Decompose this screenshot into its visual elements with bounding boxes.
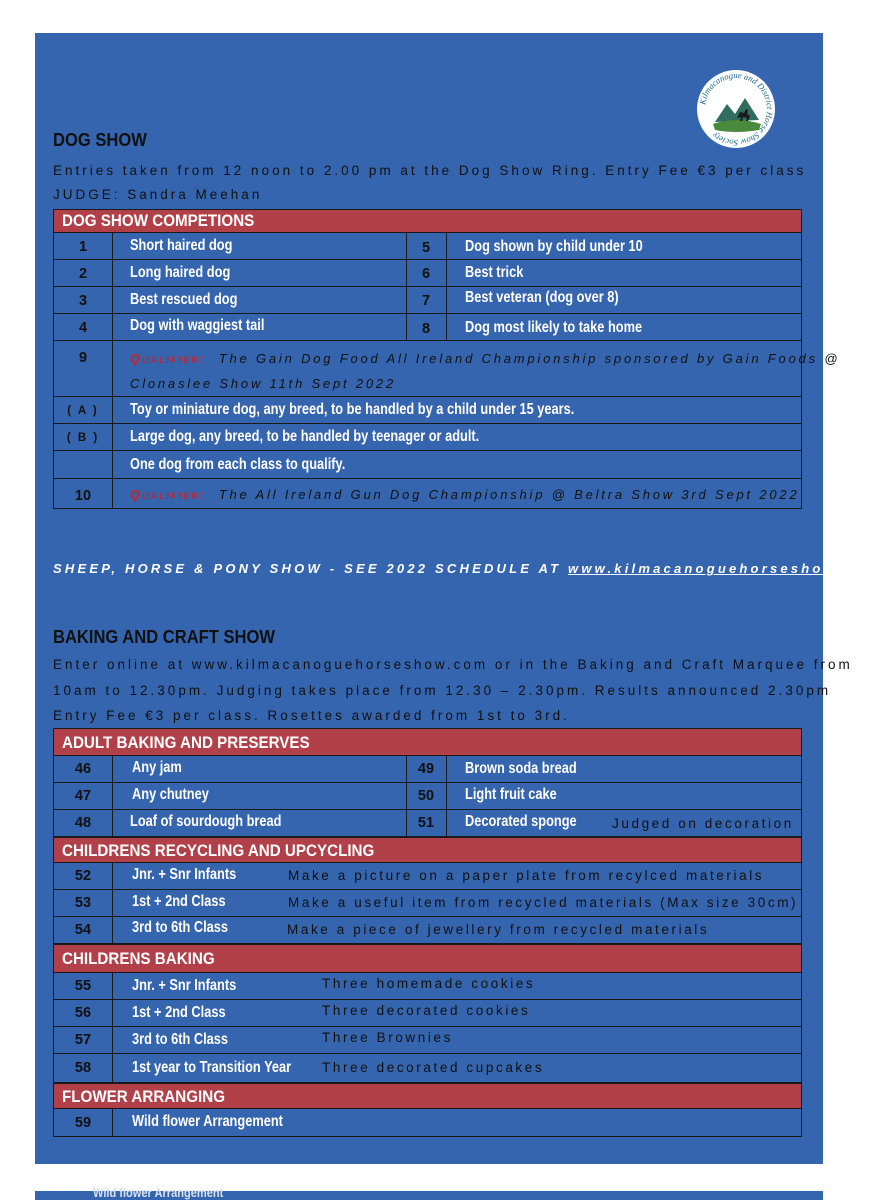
table-row [53, 810, 802, 837]
baking-show-line2: 10am to 12.30pm. Judging takes place from 12.30 – 2.30pm. Results announced 2.30pm [53, 683, 832, 698]
class-description: Make a piece of jewellery from recycled materials [287, 922, 710, 937]
table-row [53, 287, 802, 314]
sheep-horse-pony-line [53, 561, 880, 576]
class-label: Dog with waggiest tail [130, 317, 265, 334]
qualifier-row [53, 479, 802, 509]
dog-show-entries-line: Entries taken from 12 noon to 2.00 pm at the Dog Show Ring. Entry Fee €3 per class [53, 163, 807, 178]
dog-show-table-header-text: DOG SHOW COMPETIONS [62, 212, 255, 230]
table-row [53, 1109, 802, 1137]
class-number: 49 [417, 761, 435, 777]
class-description: Make a useful item from recycled materials (Max size 30cm) [288, 895, 799, 910]
class-number: 46 [74, 761, 92, 777]
class-label: Any chutney [132, 786, 209, 803]
qualifier-tag: Qualifier: [130, 487, 206, 502]
sub-class-label: ( A ) [67, 405, 99, 417]
childrens-baking-header-text: CHILDRENS BAKING [62, 950, 215, 968]
class-description: Make a picture on a paper plate from recylced materials [288, 868, 765, 883]
qualifier-tag: Qualifier: [130, 351, 206, 366]
sheep-line-text: SHEEP, HORSE & PONY SHOW - SEE 2022 SCHEDULE AT [53, 561, 562, 576]
qualifier-description: The All Ireland Gun Dog Championship @ Beltra Show 3rd Sept 2022 [218, 487, 800, 502]
class-number: 4 [78, 320, 88, 336]
class-description: Three homemade cookies [322, 976, 536, 991]
class-label: Best trick [465, 264, 524, 281]
baking-show-line1: Enter online at www.kilmacanoguehorseshow.com or in the Baking and Craft Marquee from [53, 657, 853, 672]
schedule-page [35, 33, 880, 1164]
class-note: Judged on decoration [612, 816, 794, 831]
class-number: 50 [417, 788, 435, 804]
qualify-note: One dog from each class to qualify. [130, 456, 346, 473]
class-number: 10 [74, 488, 92, 504]
table-row [53, 1054, 802, 1083]
mountain-icon [715, 98, 759, 122]
recycling-header-text: CHILDRENS RECYCLING AND UPCYCLING [62, 842, 375, 860]
qualifier-text-line1 [130, 351, 840, 366]
class-label: 3rd to 6th Class [132, 919, 229, 936]
class-number: 6 [421, 266, 431, 282]
next-page-strip [35, 1185, 823, 1200]
class-label: Light fruit cake [465, 786, 557, 803]
baking-show-line3: Entry Fee €3 per class. Rosettes awarded from 1st to 3rd. [53, 708, 570, 723]
qualifier-row [53, 341, 841, 397]
class-number: 51 [417, 815, 435, 831]
class-label: Short haired dog [130, 237, 233, 254]
table-row [53, 783, 802, 810]
class-number: 58 [74, 1060, 92, 1076]
class-label: Long haired dog [130, 264, 231, 281]
hill-icon [713, 120, 761, 132]
table-row [53, 424, 802, 451]
class-label: Decorated sponge [465, 813, 577, 830]
table-row [53, 890, 802, 917]
baking-show-title: BAKING AND CRAFT SHOW [53, 627, 276, 647]
table-row [53, 314, 802, 341]
class-label: Best veteran (dog over 8) [465, 289, 619, 306]
class-label: Dog most likely to take home [465, 319, 643, 336]
sub-class-label: ( B ) [66, 432, 100, 444]
flower-arranging-header-text: FLOWER ARRANGING [62, 1088, 226, 1106]
qualifier-description: The Gain Dog Food All Ireland Championship sponsored by Gain Foods @ [218, 351, 841, 366]
class-number: 59 [74, 1115, 92, 1131]
class-number: 54 [74, 922, 92, 938]
class-label: 1st + 2nd Class [132, 1004, 226, 1021]
class-number: 2 [78, 266, 88, 282]
class-number: 56 [74, 1005, 92, 1021]
table-row [53, 260, 802, 287]
adult-baking-header [53, 728, 802, 756]
class-number: 8 [421, 321, 431, 337]
class-number: 57 [74, 1032, 92, 1048]
society-logo [697, 70, 775, 148]
class-label: Jnr. + Snr Infants [132, 866, 237, 883]
class-label: Dog shown by child under 10 [465, 238, 643, 255]
table-row [53, 917, 802, 944]
class-number: 53 [74, 895, 92, 911]
class-number: 47 [74, 788, 92, 804]
class-number: 7 [421, 293, 431, 309]
qualifier-text-line2: Clonaslee Show 11th Sept 2022 [130, 376, 396, 391]
sub-class-text: Large dog, any breed, to be handled by teenager or adult. [130, 428, 480, 445]
adult-baking-header-text: ADULT BAKING AND PRESERVES [62, 734, 310, 752]
class-number: 52 [74, 868, 92, 884]
class-label: 3rd to 6th Class [132, 1031, 229, 1048]
class-label: Any jam [132, 759, 182, 776]
class-label: Wild flower Arrangement [132, 1113, 283, 1130]
class-description: Three Brownies [322, 1030, 453, 1045]
class-label: Best rescued dog [130, 291, 238, 308]
flower-arranging-header [53, 1083, 802, 1109]
table-row [53, 1000, 802, 1027]
svg-text:Kilmacanogue and District Hors [697, 70, 775, 148]
table-row [53, 863, 802, 890]
table-row [53, 233, 802, 260]
sub-class-text: Toy or miniature dog, any breed, to be handled by a child under 15 years. [130, 401, 575, 418]
logo-text: Kilmacanogue and District Horse Show Society [697, 70, 775, 148]
childrens-baking-header [53, 944, 802, 973]
class-number: 55 [74, 978, 92, 994]
class-description: Three decorated cookies [322, 1003, 531, 1018]
class-number: 3 [78, 293, 88, 309]
qualifier-text [130, 487, 799, 502]
class-number: 5 [421, 240, 431, 256]
table-row [53, 451, 802, 479]
class-label: Jnr. + Snr Infants [132, 977, 237, 994]
dog-show-judge-line: JUDGE: Sandra Meehan [53, 187, 263, 202]
recycling-header [53, 837, 802, 863]
class-number: 48 [74, 815, 92, 831]
class-label: 1st + 2nd Class [132, 893, 226, 910]
next-page-cropped-text: Wild flower Arrangement [93, 1185, 224, 1200]
table-row [53, 1027, 802, 1054]
table-row [53, 397, 802, 424]
dog-show-table-header [53, 209, 802, 233]
table-row [53, 756, 802, 783]
website-link[interactable]: www.kilmacanoguehorseshow.com [568, 561, 880, 576]
class-label: Brown soda bread [465, 760, 577, 777]
class-label: Loaf of sourdough bread [130, 813, 282, 830]
table-row [53, 973, 802, 1000]
class-label: 1st year to Transition Year [132, 1059, 292, 1076]
dog-show-title: DOG SHOW [53, 130, 147, 150]
class-description: Three decorated cupcakes [322, 1060, 545, 1075]
class-number: 1 [78, 239, 88, 255]
class-number: 9 [78, 350, 88, 366]
